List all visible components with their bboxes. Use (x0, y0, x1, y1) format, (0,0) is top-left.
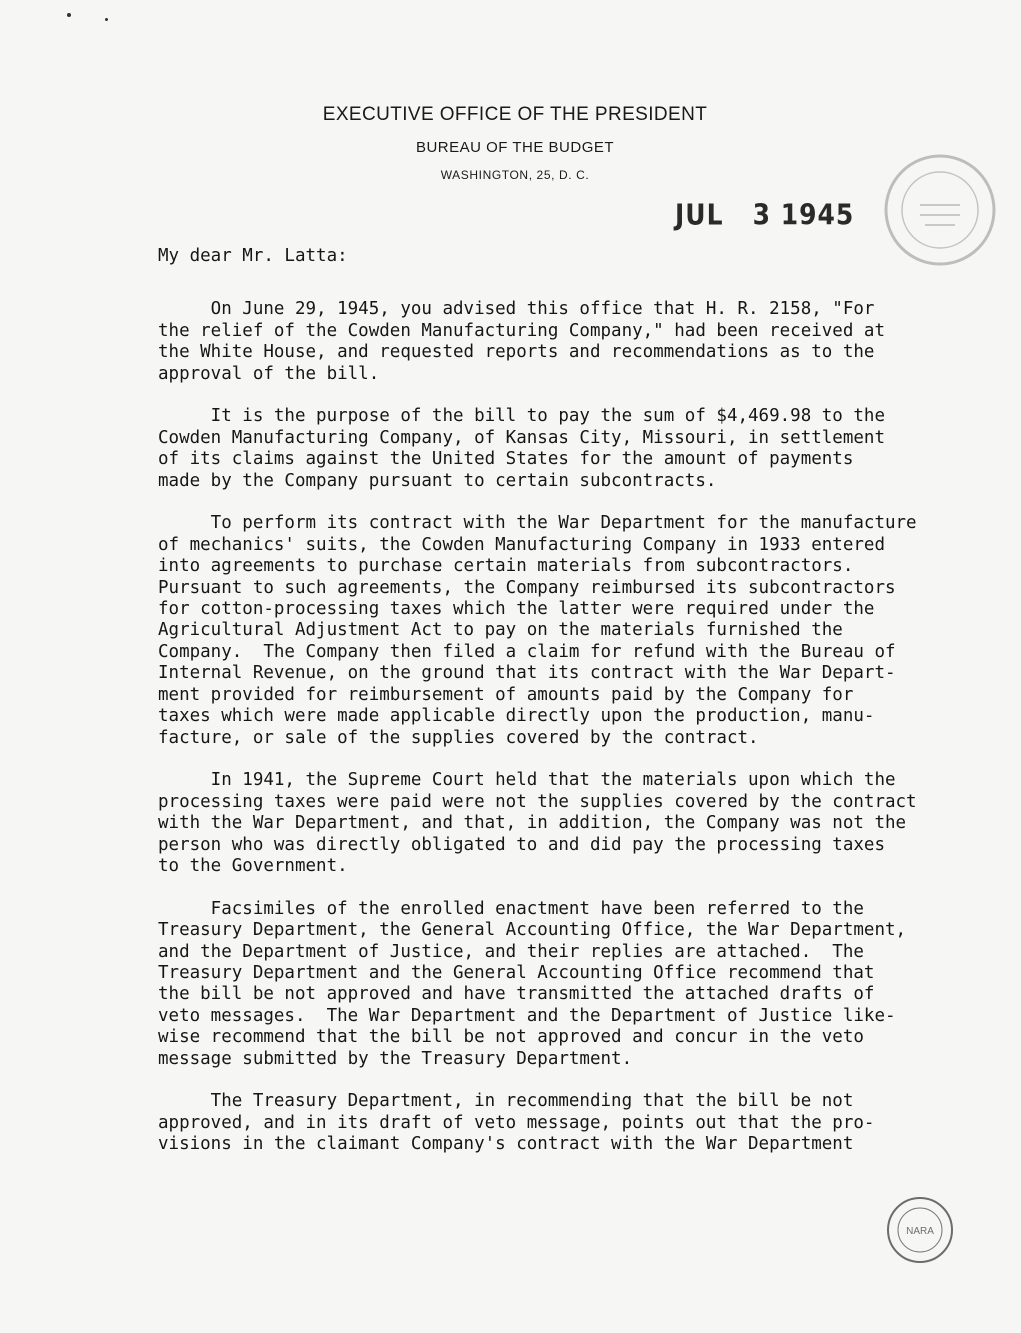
paper-speck (105, 18, 108, 21)
letterhead-bureau: BUREAU OF THE BUDGET (415, 139, 615, 156)
paragraph-line: ment provided for reimbursement of amounts paid by the Company for (158, 684, 854, 705)
paragraph-line: with the War Department, and that, in addition, the Company was not the (158, 813, 907, 834)
letterhead-office: EXECUTIVE OFFICE OF THE PRESIDENT (322, 104, 708, 125)
body-paragraph (158, 1091, 938, 1155)
paragraph-line: Facsimiles of the enrolled enactment have been referred to the (158, 898, 864, 919)
paragraph-line: wise recommend that the bill be not approved and concur in the veto (158, 1027, 864, 1048)
paragraph-line: approval of the bill. (158, 363, 380, 384)
paragraph-line: the bill be not approved and have transmitted the attached drafts of (158, 984, 875, 1005)
paragraph-line: The Treasury Department, in recommending that the bill be not (158, 1091, 854, 1112)
paragraph-line: On June 29, 1945, you advised this office that H. R. 2158, "For (158, 299, 875, 320)
letter-paragraphs (158, 299, 938, 1155)
paragraph-line: facture, or sale of the supplies covered by the contract. (158, 727, 759, 748)
paragraph-line: of mechanics' suits, the Cowden Manufacturing Company in 1933 entered (158, 534, 885, 555)
paragraph-line: To perform its contract with the War Department for the manufacture (158, 513, 917, 534)
paper-speck (67, 13, 71, 17)
body-paragraph (158, 899, 938, 1070)
body-paragraph (158, 513, 938, 748)
paragraph-line: approved, and in its draft of veto message, points out that the pro- (158, 1112, 875, 1133)
paragraph-line: In 1941, the Supreme Court held that the materials upon which the (158, 770, 896, 791)
body-paragraph (158, 770, 938, 877)
paragraph-line: person who was directly obligated to and did pay the processing taxes (158, 834, 885, 855)
paragraph-line: processing taxes were paid were not the supplies covered by the contract (158, 791, 917, 812)
paragraph-line: visions in the claimant Company's contract with the War Department (158, 1134, 854, 1155)
paragraph-line: of its claims against the United States for the amount of payments (158, 449, 854, 470)
paragraph-line: Treasury Department and the General Accounting Office recommend that (158, 962, 875, 983)
paragraph-line: taxes which were made applicable directly upon the production, manu- (158, 706, 875, 727)
paragraph-line: It is the purpose of the bill to pay the sum of $4,469.98 to the (158, 406, 885, 427)
salutation: My dear Mr. Latta: (158, 246, 348, 266)
paragraph-line: veto messages. The War Department and the Department of Justice like- (158, 1005, 896, 1026)
paragraph-line: into agreements to purchase certain materials from subcontractors. (158, 556, 854, 577)
paragraph-line: message submitted by the Treasury Department. (158, 1048, 633, 1069)
paragraph-line: the White House, and requested reports and recommendations as to the (158, 342, 875, 363)
nara-seal-icon (885, 1195, 955, 1265)
paragraph-line: Internal Revenue, on the ground that its contract with the War Depart- (158, 663, 896, 684)
date-stamp: JUL 3 1945 (675, 197, 855, 232)
paragraph-line: Pursuant to such agreements, the Company reimbursed its subcontractors (158, 577, 896, 598)
body-paragraph (158, 406, 938, 492)
paragraph-line: and the Department of Justice, and their replies are attached. The (158, 941, 864, 962)
svg-text:NARA: NARA (906, 1226, 934, 1237)
paragraph-line: Company. The Company then filed a claim for refund with the Bureau of (158, 641, 896, 662)
paragraph-line: Agricultural Adjustment Act to pay on the materials furnished the (158, 620, 843, 641)
letter-body (158, 246, 938, 1177)
paragraph-line: the relief of the Cowden Manufacturing Company," had been received at (158, 320, 885, 341)
paragraph-line: Treasury Department, the General Accounting Office, the War Department, (158, 920, 907, 941)
paragraph-line: made by the Company pursuant to certain subcontracts. (158, 470, 717, 491)
body-paragraph (158, 299, 938, 385)
paragraph-line: to the Government. (158, 855, 348, 876)
paragraph-line: Cowden Manufacturing Company, of Kansas City, Missouri, in settlement (158, 427, 885, 448)
letterhead-location: WASHINGTON, 25, D. C. (440, 168, 590, 182)
paragraph-line: for cotton-processing taxes which the latter were required under the (158, 599, 875, 620)
